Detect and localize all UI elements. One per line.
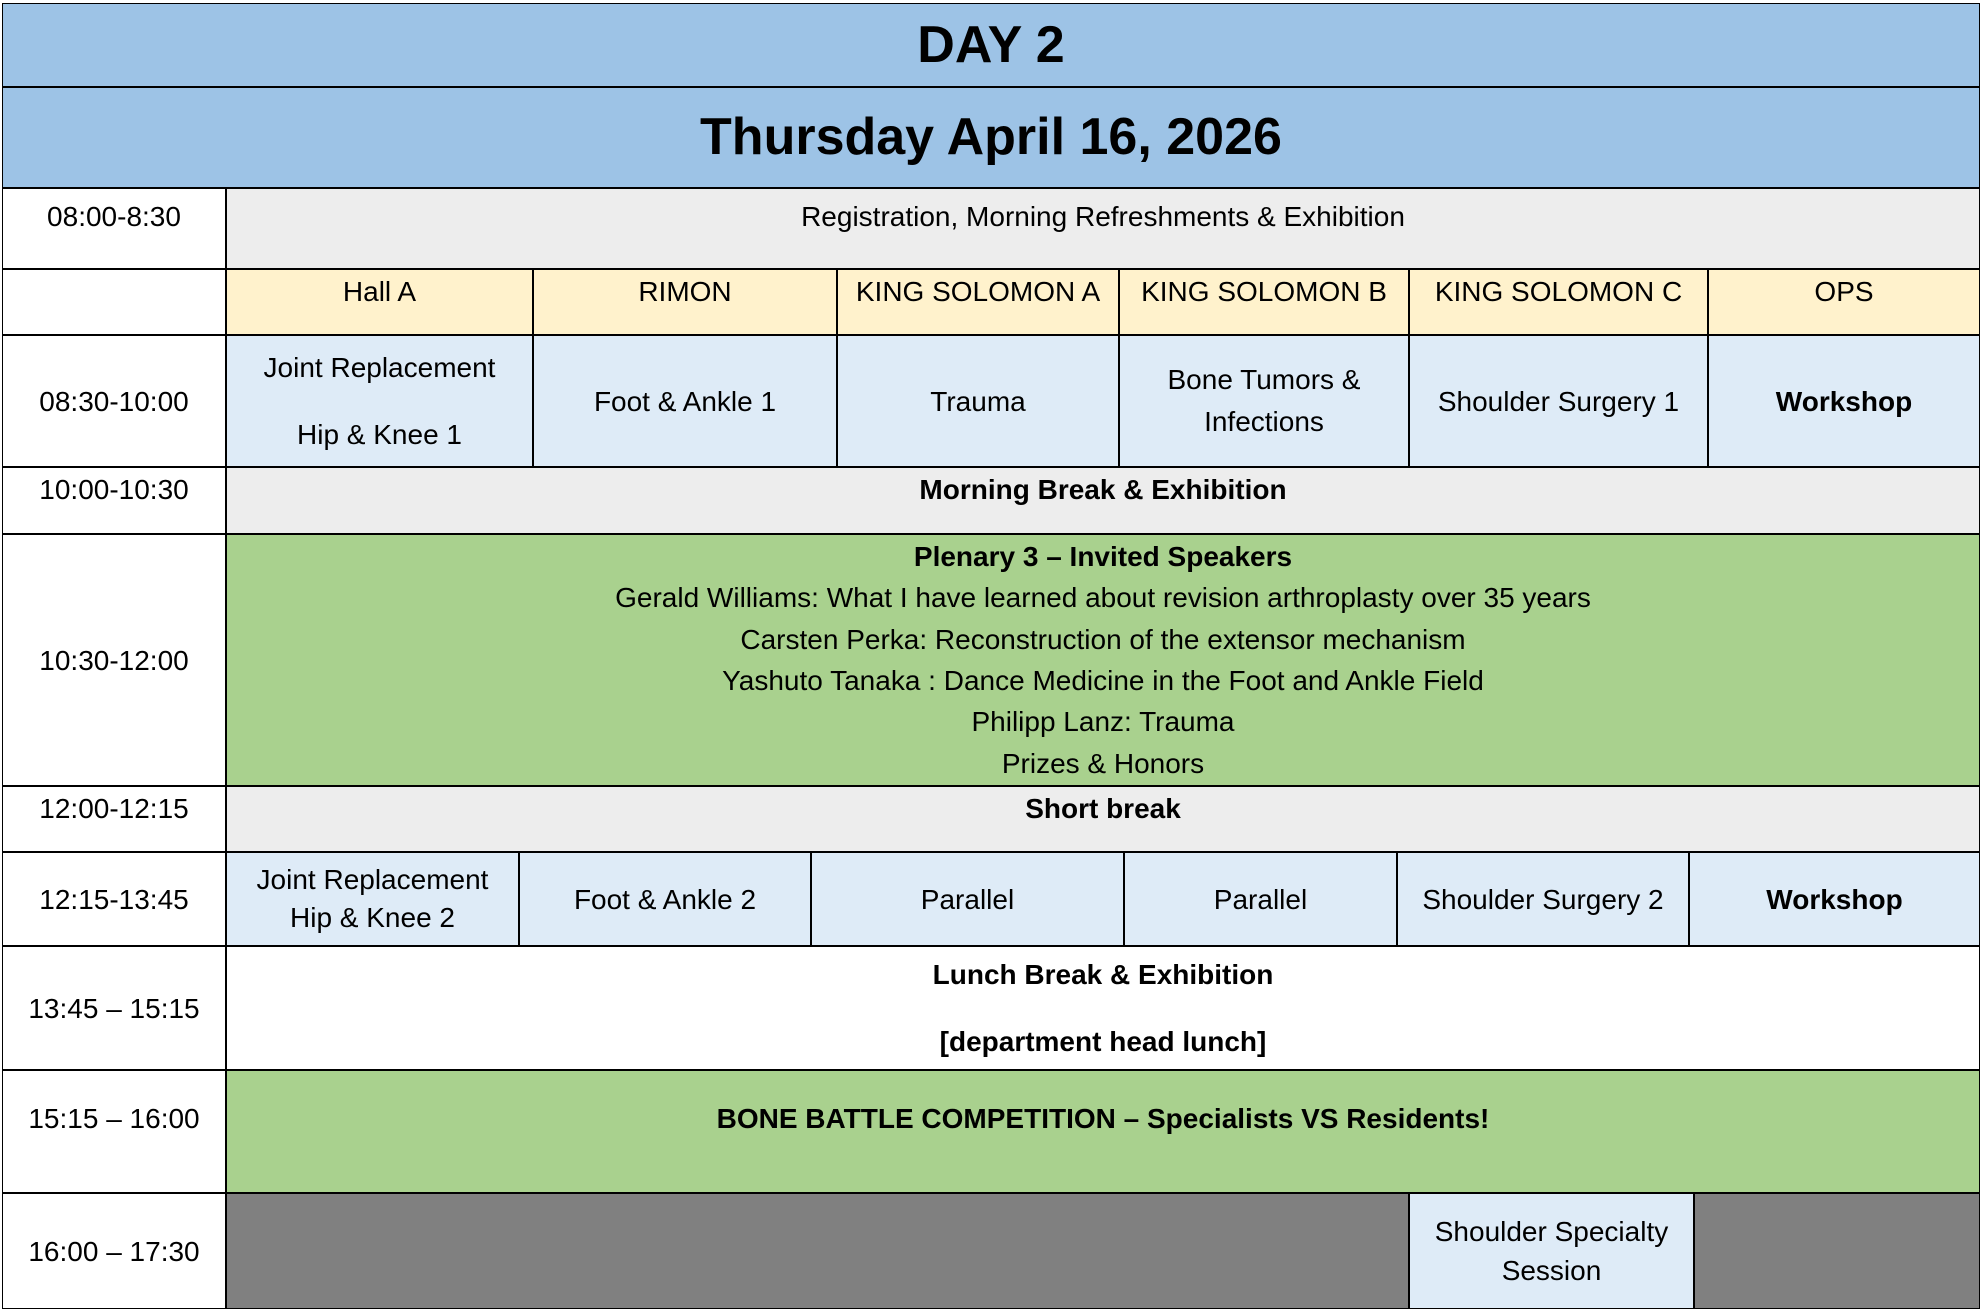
hall-label: KING SOLOMON A [855, 276, 1101, 307]
session3-unused-left [226, 1193, 1409, 1309]
time-session1 [2, 335, 226, 467]
session2-rimon [519, 852, 811, 946]
session-line: Joint Replacement [256, 864, 489, 896]
time-label: 13:45 – 15:15 [28, 992, 200, 1024]
session-line: Shoulder Surgery 2 [1422, 883, 1664, 915]
hall-header-a [226, 269, 533, 335]
session3-shoulder-specialty [1409, 1193, 1694, 1309]
session2-ops [1689, 852, 1980, 946]
break-text: Morning Break & Exhibition [919, 474, 1287, 505]
session1-ksb [1119, 335, 1409, 467]
time-label: 08:00-8:30 [47, 201, 181, 232]
time-morning-break [2, 467, 226, 534]
time-label: 10:00-10:30 [39, 474, 189, 505]
session-line: Joint Replacement [263, 352, 496, 383]
registration-cell [226, 188, 1980, 269]
short-break-cell [226, 786, 1980, 852]
session-line: Parallel [1213, 883, 1308, 915]
time-hall-header [2, 269, 226, 335]
session-line: Infections [1204, 406, 1324, 437]
date-title-text: Thursday April 16, 2026 [700, 108, 1282, 166]
registration-text: Registration, Morning Refreshments & Exhibition [801, 201, 1405, 232]
session-line: Foot & Ankle 2 [573, 883, 757, 915]
hall-label: KING SOLOMON C [1434, 276, 1683, 307]
session2-ksb [1124, 852, 1397, 946]
plenary-speaker-line: Prizes & Honors [1001, 747, 1205, 779]
time-label: 12:00-12:15 [39, 793, 189, 824]
time-bone-battle [2, 1070, 226, 1193]
plenary-speaker-line: Yashuto Tanaka : Dance Medicine in the Foot and Ankle Field [722, 665, 1484, 696]
hall-label: RIMON [638, 276, 732, 307]
bone-battle-cell [226, 1070, 1980, 1193]
plenary-speaker-line: Carsten Perka: Reconstruction of the extensor mechanism [740, 623, 1466, 655]
plenary-cell [226, 534, 1980, 786]
session2-ksa [811, 852, 1124, 946]
day-title [2, 3, 1980, 87]
time-plenary [2, 534, 226, 786]
time-registration [2, 188, 226, 269]
time-label: 16:00 – 17:30 [28, 1235, 200, 1267]
session-line: Session [1501, 1255, 1602, 1286]
break-text: Short break [1025, 793, 1181, 824]
session-line: Workshop [1775, 385, 1913, 417]
plenary-title: Plenary 3 – Invited Speakers [913, 540, 1293, 572]
session-line: Hip & Knee 2 [290, 902, 455, 933]
day-title-text: DAY 2 [917, 15, 1065, 74]
lunch-text: Lunch Break & Exhibition [932, 959, 1274, 990]
session-line: Workshop [1766, 883, 1903, 915]
time-label: 12:15-13:45 [39, 883, 189, 915]
hall-header-ksc [1409, 269, 1708, 335]
plenary-speaker-line: Philipp Lanz: Trauma [971, 706, 1235, 738]
session2-ksc [1397, 852, 1689, 946]
hall-header-ksa [837, 269, 1119, 335]
session1-ksc [1409, 335, 1708, 467]
plenary-speaker-line: Gerald Williams: What I have learned about revision arthroplasty over 35 years [615, 582, 1591, 614]
hall-label: KING SOLOMON B [1141, 276, 1387, 307]
time-lunch [2, 946, 226, 1070]
session1-rimon [533, 335, 837, 467]
session-line: Trauma [930, 385, 1026, 417]
date-title [2, 87, 1980, 188]
time-label: 08:30-10:00 [39, 385, 189, 417]
time-short-break [2, 786, 226, 852]
time-label: 15:15 – 16:00 [28, 1103, 200, 1134]
session-line: Shoulder Specialty [1434, 1215, 1669, 1247]
session-line: Foot & Ankle 1 [593, 385, 777, 417]
hall-header-ksb [1119, 269, 1409, 335]
session-line: Hip & Knee 1 [297, 419, 462, 450]
session1-ksa [837, 335, 1119, 467]
hall-label: Hall A [342, 276, 417, 307]
session1-hall-a [226, 335, 533, 467]
bone-battle-text: BONE BATTLE COMPETITION – Specialists VS Residents! [716, 1103, 1490, 1134]
time-label: 10:30-12:00 [39, 644, 189, 676]
lunch-cell [226, 946, 1980, 1070]
time-session2 [2, 852, 226, 946]
hall-label: OPS [1814, 276, 1874, 307]
morning-break-cell [226, 467, 1980, 534]
lunch-note: [department head lunch] [939, 1026, 1267, 1057]
session-line: Bone Tumors & [1167, 364, 1361, 395]
session1-ops [1708, 335, 1980, 467]
session2-hall-a [226, 852, 519, 946]
hall-header-ops [1708, 269, 1980, 335]
hall-header-rimon [533, 269, 837, 335]
time-session3 [2, 1193, 226, 1309]
session-line: Shoulder Surgery 1 [1437, 385, 1680, 417]
session-line: Parallel [920, 883, 1015, 915]
session3-unused-right [1694, 1193, 1980, 1309]
